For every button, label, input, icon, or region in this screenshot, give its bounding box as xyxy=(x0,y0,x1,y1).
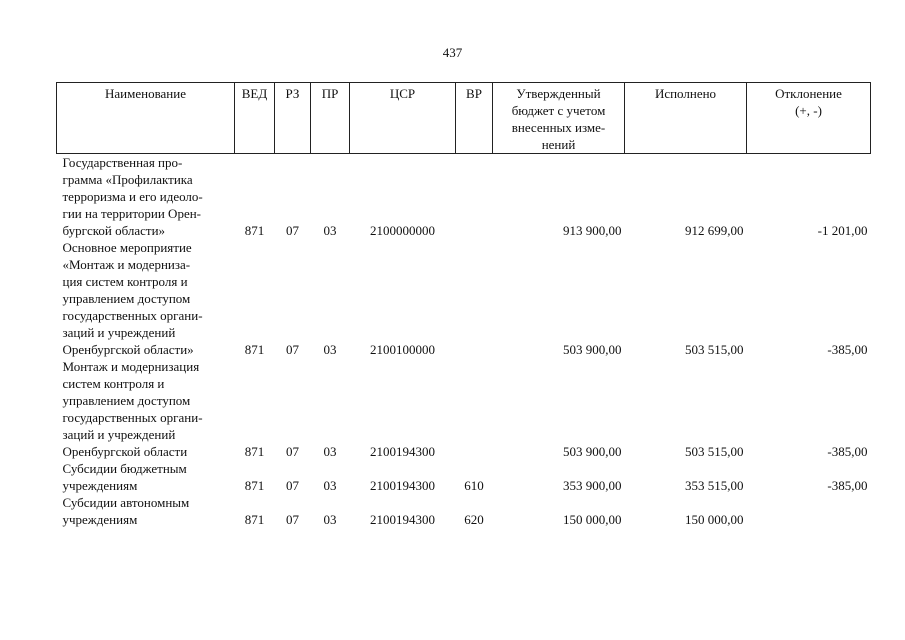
header-ved: ВЕД xyxy=(235,83,275,154)
row-name: Государственная про- грамма «Профилактика терроризма и его идеоло- гии на территории Орен- бургской области» xyxy=(62,155,203,238)
row-approved: 503 900,00 xyxy=(563,342,622,357)
row-approved: 503 900,00 xyxy=(563,444,622,459)
row-rz: 07 xyxy=(286,223,299,238)
row-approved: 353 900,00 xyxy=(563,478,622,493)
row-pr: 03 xyxy=(323,512,337,527)
row-name: Субсидии автономным учреждениям xyxy=(62,495,190,527)
table-header-row xyxy=(57,83,871,154)
row-ved: 871 xyxy=(244,223,265,238)
row-executed: 503 515,00 xyxy=(685,342,744,357)
header-rz: РЗ xyxy=(275,83,311,154)
row-pr: 03 xyxy=(323,223,337,238)
row-deviation: -385,00 xyxy=(827,478,868,493)
table-row xyxy=(57,494,871,528)
row-vr xyxy=(456,154,493,240)
row-vr: 610 xyxy=(464,478,484,493)
row-deviation: -385,00 xyxy=(827,444,868,459)
row-csr: 2100194300 xyxy=(370,444,435,459)
table-row xyxy=(57,154,871,240)
header-pr: ПР xyxy=(311,83,350,154)
row-csr: 2100000000 xyxy=(370,223,435,238)
row-approved: 150 000,00 xyxy=(563,512,622,527)
row-deviation: -385,00 xyxy=(827,342,868,357)
row-pr: 03 xyxy=(323,478,337,493)
table-row xyxy=(57,358,871,460)
row-executed: 912 699,00 xyxy=(685,223,744,238)
row-ved: 871 xyxy=(244,342,265,357)
header-name: Наименование xyxy=(57,83,235,154)
row-rz: 07 xyxy=(286,342,299,357)
page-number: 437 xyxy=(442,45,463,60)
row-executed: 353 515,00 xyxy=(685,478,744,493)
table-row xyxy=(57,460,871,494)
header-approved-budget: Утвержденный бюджет с учетом внесенных изме- нений xyxy=(493,83,625,154)
row-pr: 03 xyxy=(323,444,337,459)
row-name: Основное мероприятие «Монтаж и модерниза- ция систем контроля и управлением доступом государственных органи- заций и учреждений Оренбургской области» xyxy=(62,240,203,357)
row-approved: 913 900,00 xyxy=(563,223,622,238)
row-csr: 2100194300 xyxy=(370,512,435,527)
budget-execution-table xyxy=(56,82,871,528)
table-row xyxy=(57,239,871,358)
row-deviation: -1 201,00 xyxy=(817,223,868,238)
row-pr: 03 xyxy=(323,342,337,357)
row-name: Субсидии бюджетным учреждениям xyxy=(62,461,187,493)
row-ved: 871 xyxy=(244,478,265,493)
row-csr: 2100100000 xyxy=(370,342,435,357)
row-ved: 871 xyxy=(244,512,265,527)
header-executed: Исполнено xyxy=(625,83,747,154)
row-vr xyxy=(456,239,493,358)
row-rz: 07 xyxy=(286,512,299,527)
row-rz: 07 xyxy=(286,444,299,459)
row-executed: 503 515,00 xyxy=(685,444,744,459)
row-vr xyxy=(456,358,493,460)
row-ved: 871 xyxy=(244,444,265,459)
row-vr: 620 xyxy=(464,512,484,527)
row-name: Монтаж и модернизация систем контроля и управлением доступом государственных органи- заций и учреждений Оренбургской области xyxy=(62,359,203,459)
row-rz: 07 xyxy=(286,478,299,493)
header-csr: ЦСР xyxy=(350,83,456,154)
row-executed: 150 000,00 xyxy=(685,512,744,527)
row-deviation xyxy=(747,494,871,528)
row-csr: 2100194300 xyxy=(370,478,435,493)
header-deviation: Отклонение (+, -) xyxy=(747,83,871,154)
header-vr: ВР xyxy=(456,83,493,154)
